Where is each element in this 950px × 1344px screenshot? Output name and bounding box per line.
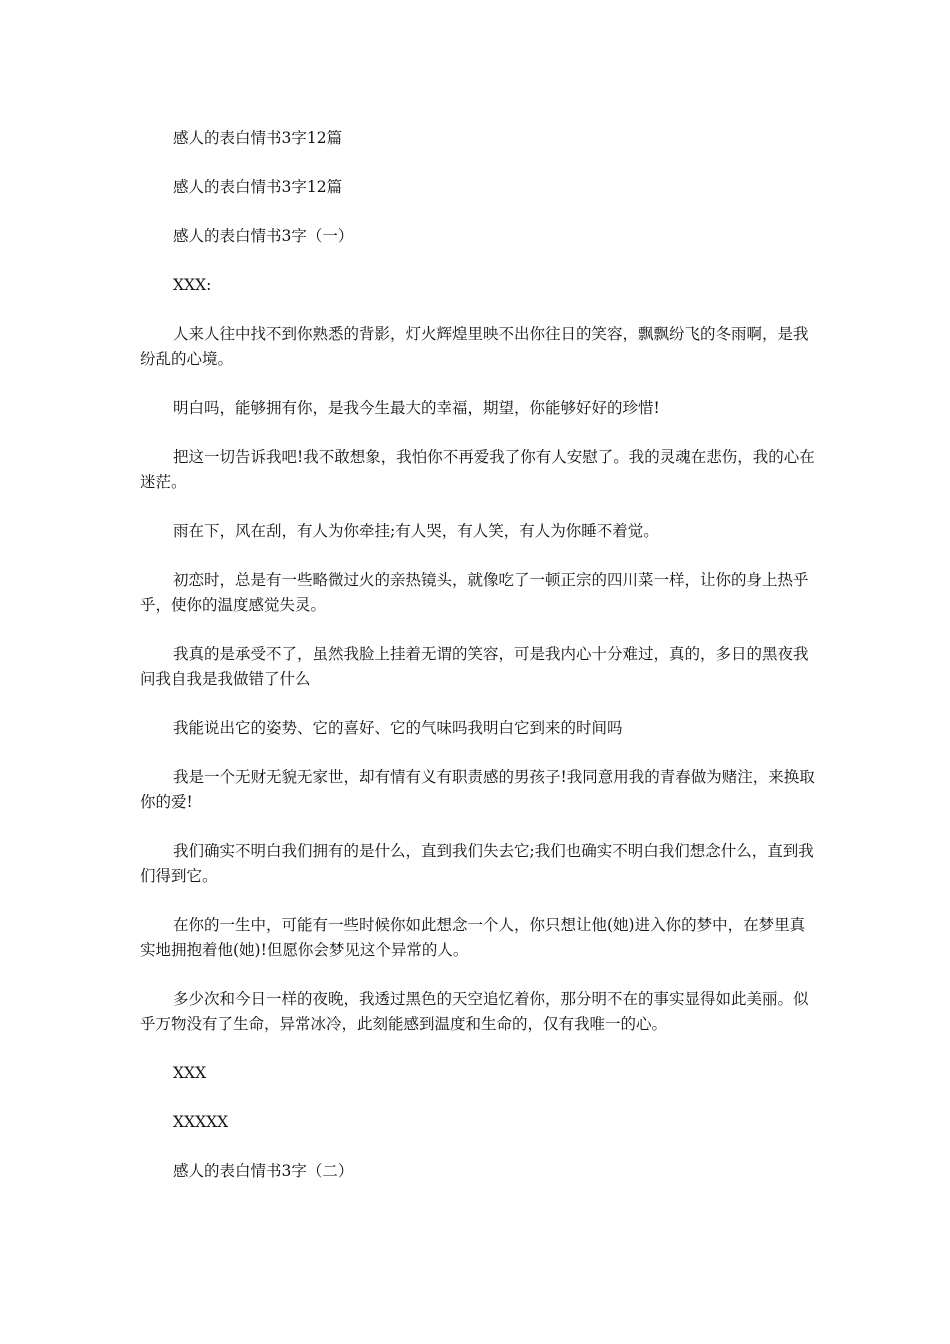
section-heading-2: 感人的表白情书3字（二） (173, 1162, 354, 1180)
document-title: 感人的表白情书3字12篇 (173, 129, 343, 147)
paragraph: 我是一个无财无貌无家世，却有情有义有职责感的男孩子!我同意用我的青春做为赌注，来换取你的爱! (140, 768, 815, 811)
paragraph: 把这一切告诉我吧!我不敢想象，我怕你不再爱我了你有人安慰了。我的灵魂在悲伤，我的心在迷茫。 (140, 448, 815, 491)
paragraph: 雨在下，风在刮，有人为你牵挂;有人哭，有人笑，有人为你睡不着觉。 (173, 522, 659, 540)
paragraph: 在你的一生中，可能有一些时候你如此想念一个人，你只想让他(她)进入你的梦中，在梦里真实地拥抱着他(她)!但愿你会梦见这个异常的人。 (140, 916, 806, 959)
paragraph: 我能说出它的姿势、它的喜好、它的气味吗我明白它到来的时间吗 (173, 719, 623, 737)
salutation: XXX: (173, 276, 212, 294)
paragraph: 我真的是承受不了，虽然我脸上挂着无谓的笑容，可是我内心十分难过，真的，多日的黑夜我问我自我是我做错了什么 (140, 645, 809, 688)
signature: XXX (173, 1064, 207, 1082)
paragraph: 明白吗，能够拥有你，是我今生最大的幸福，期望，你能够好好的珍惜! (173, 399, 660, 417)
document-heading: 感人的表白情书3字12篇 (173, 178, 343, 196)
paragraph: 我们确实不明白我们拥有的是什么，直到我们失去它;我们也确实不明白我们想念什么，直到我们得到它。 (140, 842, 814, 885)
section-heading-1: 感人的表白情书3字（一） (173, 227, 354, 245)
paragraph: 多少次和今日一样的夜晚，我透过黑色的天空追忆着你，那分明不在的事实显得如此美丽。似乎万物没有了生命，异常冰冷，此刻能感到温度和生命的，仅有我唯一的心。 (140, 990, 809, 1033)
paragraph: 人来人往中找不到你熟悉的背影，灯火辉煌里映不出你往日的笑容，飘飘纷飞的冬雨啊，是我纷乱的心境。 (140, 325, 809, 368)
signature-date: XXXXX (173, 1113, 229, 1131)
document-body (140, 126, 820, 1208)
paragraph: 初恋时，总是有一些略微过火的亲热镜头，就像吃了一顿正宗的四川菜一样，让你的身上热乎乎，使你的温度感觉失灵。 (140, 571, 809, 614)
